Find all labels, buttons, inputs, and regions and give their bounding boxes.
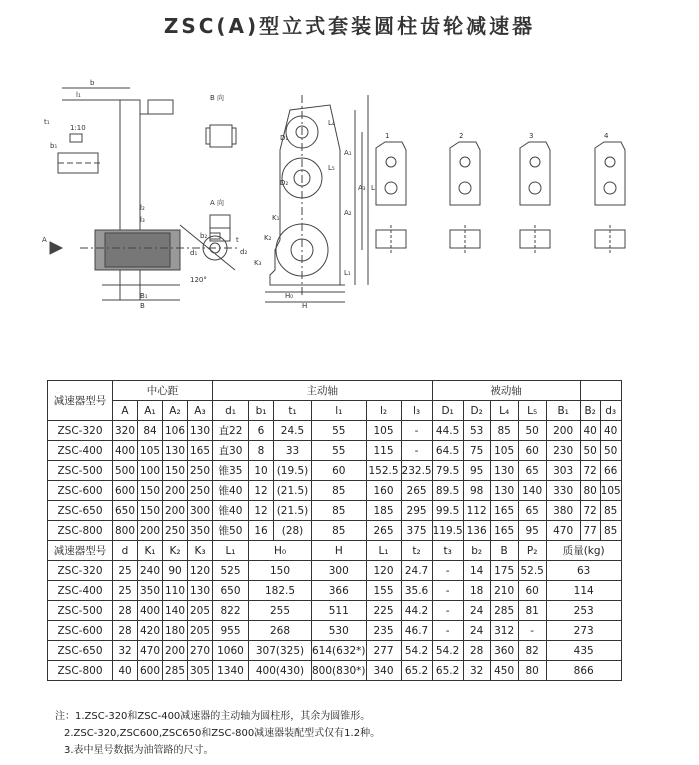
table-header-cell: A [113, 401, 138, 421]
table-cell: 130 [490, 481, 518, 501]
table-cell: 205 [188, 601, 213, 621]
table-cell: 80 [580, 481, 600, 501]
table-header-cell: B [490, 541, 518, 561]
table-cell: 150 [249, 561, 312, 581]
table-cell: 33 [274, 441, 312, 461]
table-cell: 85 [600, 501, 621, 521]
table-cell: 295 [401, 501, 432, 521]
table-cell: 165 [188, 441, 213, 461]
table-cell: 614(632*) [312, 641, 367, 661]
table-cell: 307(325) [249, 641, 312, 661]
drawing-labels [42, 79, 609, 310]
table-header-cell: K₃ [188, 541, 213, 561]
table-header-cell: t₃ [432, 541, 463, 561]
table-cell: 265 [366, 521, 401, 541]
angle-label: 120° [190, 276, 207, 284]
table-cell: 60 [518, 441, 546, 461]
table-cell: 225 [366, 601, 401, 621]
dim-label: D₁ [280, 134, 289, 142]
table-cell: - [401, 421, 432, 441]
table-cell: 300 [188, 501, 213, 521]
dim-label: A₃ [358, 184, 366, 192]
table-cell: 530 [312, 621, 367, 641]
table-cell: 285 [163, 661, 188, 681]
table-cell: ZSC-800 [48, 661, 113, 681]
table-cell: 650 [113, 501, 138, 521]
table-cell: 64.5 [432, 441, 463, 461]
table-row [48, 521, 622, 541]
table-cell: 10 [249, 461, 274, 481]
table-cell: 35.6 [401, 581, 432, 601]
table-cell: 120 [366, 561, 401, 581]
dim-label: H [302, 302, 308, 310]
table-cell: (19.5) [274, 461, 312, 481]
table-cell: 165 [490, 501, 518, 521]
table-cell: 400 [138, 601, 163, 621]
table-cell: 650 [213, 581, 249, 601]
dim-label: L₁ [344, 269, 351, 277]
table-cell: 200 [163, 641, 188, 661]
table-cell: 600 [113, 481, 138, 501]
table-cell: 210 [490, 581, 518, 601]
table-cell: 28 [463, 641, 490, 661]
table-header-cell: d₁ [213, 401, 249, 421]
table-cell: 40 [600, 421, 621, 441]
table-cell: 95 [518, 521, 546, 541]
table-cell: 250 [163, 521, 188, 541]
table-cell: 锥35 [213, 461, 249, 481]
table-cell: 235 [366, 621, 401, 641]
table-cell: ZSC-800 [48, 521, 113, 541]
table-cell: 16 [249, 521, 274, 541]
table-header-cell: b₁ [249, 401, 274, 421]
table-cell: 锥40 [213, 481, 249, 501]
table-header-cell: P₂ [518, 541, 546, 561]
table-cell: 81 [518, 601, 546, 621]
dim-label: K₃ [254, 259, 262, 267]
table-cell: 866 [546, 661, 621, 681]
table-cell: 99.5 [432, 501, 463, 521]
spec-table [47, 380, 622, 681]
table-cell: - [432, 621, 463, 641]
dim-label: K₁ [272, 214, 280, 222]
table-cell: 98 [463, 481, 490, 501]
table-cell: ZSC-400 [48, 441, 113, 461]
table-cell: ZSC-600 [48, 481, 113, 501]
variant-3-label: 3 [529, 132, 534, 140]
slope-label: 1:10 [70, 124, 86, 132]
table-cell: 60 [312, 461, 367, 481]
table-cell: 54.2 [401, 641, 432, 661]
table-row [48, 481, 622, 501]
table-cell: 400(430) [249, 661, 312, 681]
table-cell: 53 [463, 421, 490, 441]
table-cell: 525 [213, 561, 249, 581]
table-cell: 65.2 [401, 661, 432, 681]
table-cell: 250 [188, 461, 213, 481]
table-cell: 12 [249, 481, 274, 501]
table-cell: 110 [163, 581, 188, 601]
table-cell: 420 [138, 621, 163, 641]
table-cell: 140 [163, 601, 188, 621]
table-subheader-row [48, 401, 622, 421]
table-cell: 200 [163, 501, 188, 521]
table-cell: 80 [518, 661, 546, 681]
view-a-label: A 向 [210, 199, 225, 207]
table-cell: 65 [518, 461, 546, 481]
table-cell: 55 [312, 421, 367, 441]
dim-label: b [90, 79, 95, 87]
dim-label: L [371, 184, 375, 192]
header-input: 主动轴 [213, 381, 433, 401]
table-cell: 85 [600, 521, 621, 541]
table-cell: 100 [138, 461, 163, 481]
header-model: 减速器型号 [48, 381, 113, 421]
table-cell: 直22 [213, 421, 249, 441]
table-cell: 165 [490, 521, 518, 541]
table-cell: 285 [490, 601, 518, 621]
table-cell: 366 [312, 581, 367, 601]
table-cell: - [518, 621, 546, 641]
table-header-cell: B₂ [580, 401, 600, 421]
table-header-cell: A₂ [163, 401, 188, 421]
table-cell: 130 [188, 581, 213, 601]
table-cell: 350 [188, 521, 213, 541]
table-cell: 160 [366, 481, 401, 501]
table-header-cell: H [312, 541, 367, 561]
dim-label: t [236, 236, 239, 244]
table-cell: 312 [490, 621, 518, 641]
table-cell: 152.5 [366, 461, 401, 481]
table-cell: 230 [546, 441, 580, 461]
table-cell: 54.2 [432, 641, 463, 661]
table-cell: 268 [249, 621, 312, 641]
table-cell: 85 [312, 521, 367, 541]
table-cell: 25 [113, 581, 138, 601]
table-row [48, 621, 622, 641]
table-cell: 85 [490, 421, 518, 441]
table-row [48, 441, 622, 461]
dim-label: B [140, 302, 145, 310]
table-cell: 40 [113, 661, 138, 681]
table-cell: 50 [580, 441, 600, 461]
table-header-cell: L₅ [518, 401, 546, 421]
table-cell: 52.5 [518, 561, 546, 581]
variant-1-label: 1 [385, 132, 390, 140]
table-cell: 55 [312, 441, 367, 461]
table-header-cell: L₁ [366, 541, 401, 561]
table-row [48, 421, 622, 441]
table-cell: 232.5 [401, 461, 432, 481]
table-header-cell: l₁ [312, 401, 367, 421]
table-cell: 270 [188, 641, 213, 661]
dim-label: t₁ [44, 118, 50, 126]
dim-label: l₃ [140, 216, 145, 224]
table-cell: 120 [188, 561, 213, 581]
table-cell: 95 [463, 461, 490, 481]
table-cell: 8 [249, 441, 274, 461]
table-cell: 77 [580, 521, 600, 541]
dim-label: b₂ [200, 232, 208, 240]
table-cell: 72 [580, 501, 600, 521]
table-cell: 直30 [213, 441, 249, 461]
table-cell: 105 [366, 421, 401, 441]
arrow-a-label: A [42, 236, 47, 244]
technical-drawing [40, 70, 640, 310]
table-header-cell: L₁ [213, 541, 249, 561]
table-cell: 1340 [213, 661, 249, 681]
table-cell: 330 [546, 481, 580, 501]
table-cell: 65.2 [432, 661, 463, 681]
table-row [48, 661, 622, 681]
table-cell: ZSC-650 [48, 501, 113, 521]
table-cell: 112 [463, 501, 490, 521]
table-cell: (21.5) [274, 481, 312, 501]
table-cell: 72 [580, 461, 600, 481]
table-cell: 114 [546, 581, 621, 601]
table-cell: 380 [546, 501, 580, 521]
table-header-cell: K₁ [138, 541, 163, 561]
table-cell: 24 [463, 621, 490, 641]
table-cell: 435 [546, 641, 621, 661]
table-cell: 28 [113, 601, 138, 621]
table-header-cell: d [113, 541, 138, 561]
table-cell: 303 [546, 461, 580, 481]
table-header-cell: L₄ [490, 401, 518, 421]
table-cell: 273 [546, 621, 621, 641]
dim-label: H₀ [285, 292, 294, 300]
table-header-cell: 质量(kg) [546, 541, 621, 561]
table-cell: 955 [213, 621, 249, 641]
table-cell: 85 [312, 481, 367, 501]
table-cell: 75 [463, 441, 490, 461]
table-cell: 32 [113, 641, 138, 661]
side-view [50, 88, 240, 300]
table-cell: 115 [366, 441, 401, 461]
table-header-cell: A₃ [188, 401, 213, 421]
table-cell: (28) [274, 521, 312, 541]
dim-label: D₂ [280, 179, 289, 187]
table-cell: 130 [188, 421, 213, 441]
table-row [48, 461, 622, 481]
table-cell: 180 [163, 621, 188, 641]
header-center: 中心距 [113, 381, 213, 401]
notes [55, 708, 380, 759]
front-view [265, 95, 368, 302]
note-1: 注：1.ZSC-320和ZSC-400减速器的主动轴为圆柱形，其余为圆锥形。 [55, 711, 371, 722]
table-cell: ZSC-500 [48, 601, 113, 621]
table-cell: 200 [138, 521, 163, 541]
table-cell: 150 [163, 461, 188, 481]
table-cell: 822 [213, 601, 249, 621]
table-cell: 450 [490, 661, 518, 681]
table-cell: 130 [163, 441, 188, 461]
dim-label: K₂ [264, 234, 272, 242]
table-cell: 253 [546, 601, 621, 621]
table-header-cell: D₁ [432, 401, 463, 421]
table-cell: 305 [188, 661, 213, 681]
table-cell: - [432, 601, 463, 621]
table-cell: 150 [138, 481, 163, 501]
table-cell: 240 [138, 561, 163, 581]
table-header-cell: l₃ [401, 401, 432, 421]
table-cell: 105 [600, 481, 621, 501]
table-cell: 44.2 [401, 601, 432, 621]
table-cell: 66 [600, 461, 621, 481]
table-cell: 300 [312, 561, 367, 581]
table-cell: 14 [463, 561, 490, 581]
table-cell: 255 [249, 601, 312, 621]
table-cell: 锥50 [213, 521, 249, 541]
table-cell: 200 [546, 421, 580, 441]
table-cell: 65 [518, 501, 546, 521]
table-cell: 18 [463, 581, 490, 601]
table-cell: 265 [401, 481, 432, 501]
table-cell: 130 [490, 461, 518, 481]
table-cell: ZSC-650 [48, 641, 113, 661]
table-cell: 90 [163, 561, 188, 581]
table-cell: 140 [518, 481, 546, 501]
page-title: ZSC(A)型立式套装圆柱齿轮减速器 [163, 14, 536, 38]
table-cell: ZSC-400 [48, 581, 113, 601]
table-cell: 44.5 [432, 421, 463, 441]
table-header-cell: t₂ [401, 541, 432, 561]
table-header-cell: l₂ [366, 401, 401, 421]
variant-diagrams [376, 142, 625, 255]
dim-label: l₁ [76, 91, 81, 99]
table-cell: 82 [518, 641, 546, 661]
header-output: 被动轴 [432, 381, 580, 401]
dim-label: b₁ [50, 142, 58, 150]
table-cell: 400 [113, 441, 138, 461]
dim-label: l₂ [140, 204, 145, 212]
dim-label: d₁ [190, 249, 198, 257]
table-cell: 89.5 [432, 481, 463, 501]
note-3: 3.表中星号数据为油管路的尺寸。 [64, 745, 214, 756]
table-cell: 500 [113, 461, 138, 481]
table-cell: 175 [490, 561, 518, 581]
table-cell: 340 [366, 661, 401, 681]
table-cell: 136 [463, 521, 490, 541]
table-cell: 470 [138, 641, 163, 661]
table-cell: 320 [113, 421, 138, 441]
table-cell: 24.7 [401, 561, 432, 581]
table-cell: 50 [518, 421, 546, 441]
table-header-cell: H₀ [249, 541, 312, 561]
table-cell: 250 [188, 481, 213, 501]
table-cell: 511 [312, 601, 367, 621]
table-cell: 800(830*) [312, 661, 367, 681]
table-cell: 46.7 [401, 621, 432, 641]
variant-4-label: 4 [604, 132, 609, 140]
table-cell: ZSC-600 [48, 621, 113, 641]
table-cell: 79.5 [432, 461, 463, 481]
table-cell: 84 [138, 421, 163, 441]
dim-label: d₂ [240, 248, 248, 256]
table-cell: 105 [138, 441, 163, 461]
table-header-cell: 减速器型号 [48, 541, 113, 561]
table-cell: - [401, 441, 432, 461]
table-cell: 106 [163, 421, 188, 441]
table-cell: 12 [249, 501, 274, 521]
table-cell: (21.5) [274, 501, 312, 521]
table-cell: 50 [600, 441, 621, 461]
table-cell: 200 [163, 481, 188, 501]
table-subheader-row [48, 541, 622, 561]
table-cell: 25 [113, 561, 138, 581]
table-header-cell: b₂ [463, 541, 490, 561]
variant-2-label: 2 [459, 132, 464, 140]
table-cell: 6 [249, 421, 274, 441]
note-2: 2.ZSC-320,ZSC600,ZSC650和ZSC-800减速器装配型式仅有1.2种。 [64, 728, 381, 739]
table-cell: 185 [366, 501, 401, 521]
table-cell: 锥40 [213, 501, 249, 521]
table-cell: 28 [113, 621, 138, 641]
table-row [48, 501, 622, 521]
table-cell: 63 [546, 561, 621, 581]
table-cell: 60 [518, 581, 546, 601]
table-cell: 119.5 [432, 521, 463, 541]
table-row [48, 601, 622, 621]
dim-label: B₁ [140, 292, 148, 300]
table-cell: 800 [113, 521, 138, 541]
table-cell: ZSC-500 [48, 461, 113, 481]
table-cell: 600 [138, 661, 163, 681]
table-cell: 85 [312, 501, 367, 521]
table-cell: - [432, 561, 463, 581]
table-cell: 24 [463, 601, 490, 621]
table-cell: - [432, 581, 463, 601]
table-header-cell: K₂ [163, 541, 188, 561]
table-row [48, 561, 622, 581]
table-cell: 155 [366, 581, 401, 601]
dim-label: L₅ [328, 164, 335, 172]
table-row [48, 641, 622, 661]
table-cell: 205 [188, 621, 213, 641]
table-cell: 1060 [213, 641, 249, 661]
dim-label: L₄ [328, 119, 335, 127]
table-cell: 360 [490, 641, 518, 661]
table-cell: 375 [401, 521, 432, 541]
table-cell: 150 [138, 501, 163, 521]
section-views [206, 125, 236, 241]
table-cell: ZSC-320 [48, 421, 113, 441]
table-cell: 277 [366, 641, 401, 661]
table-cell: 40 [580, 421, 600, 441]
table-header-row [48, 381, 622, 401]
table-cell: 182.5 [249, 581, 312, 601]
dim-label: A₁ [344, 149, 352, 157]
table-cell: ZSC-320 [48, 561, 113, 581]
table-header-cell: D₂ [463, 401, 490, 421]
table-row [48, 581, 622, 601]
table-cell: 105 [490, 441, 518, 461]
table-cell: 470 [546, 521, 580, 541]
table-header-cell: A₁ [138, 401, 163, 421]
header-blank [580, 381, 621, 401]
table-cell: 350 [138, 581, 163, 601]
dim-label: A₂ [344, 209, 352, 217]
table-header-cell: t₁ [274, 401, 312, 421]
view-b-label: B 向 [210, 94, 225, 102]
table-header-cell: d₃ [600, 401, 621, 421]
table-cell: 32 [463, 661, 490, 681]
table-cell: 24.5 [274, 421, 312, 441]
table-header-cell: B₁ [546, 401, 580, 421]
